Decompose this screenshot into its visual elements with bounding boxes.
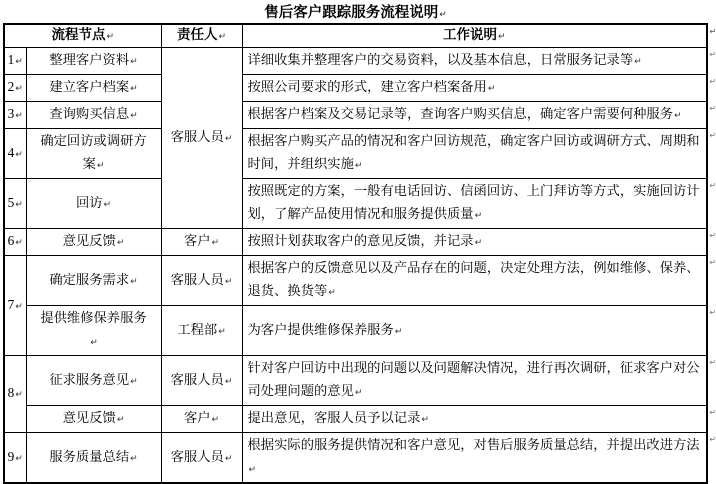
process-node-label: 建立客户档案 <box>49 79 130 94</box>
process-node-label: 意见反馈 <box>62 233 116 248</box>
process-node-cell[interactable] <box>26 75 161 102</box>
step-number: 8 <box>7 385 15 400</box>
owner-cell[interactable] <box>161 229 242 256</box>
process-table <box>3 23 716 484</box>
step-number: 6 <box>7 233 15 248</box>
table-row <box>4 306 707 356</box>
step-number-cell[interactable] <box>4 256 26 356</box>
owner-cell[interactable] <box>161 406 242 433</box>
description-text: 根据实际的服务提供情况和客户意见，对售后服务质量总结，并提出改进方法 <box>247 437 700 452</box>
row-end-mark-icon: ↵ <box>709 435 716 444</box>
owner-cell[interactable] <box>161 256 242 306</box>
process-node-cell[interactable] <box>26 356 161 406</box>
description-cell[interactable] <box>242 306 716 356</box>
owner-label: 客服人员 <box>170 371 224 387</box>
paragraph-mark-icon: ↵ <box>15 199 23 210</box>
description-text: 详细收集并整理客户的交易资料，以及基本信息，日常服务记录等 <box>247 52 634 67</box>
description-cell[interactable] <box>242 48 716 75</box>
step-number: 1 <box>7 52 15 67</box>
paragraph-mark-icon: ↵ <box>487 84 496 94</box>
paragraph-mark-icon: ↵ <box>116 415 125 425</box>
owner-cell[interactable] <box>161 48 242 229</box>
row-end-mark-icon: ↵ <box>709 308 716 317</box>
owner-label: 客服人员 <box>170 448 224 464</box>
step-number-cell[interactable] <box>4 48 26 75</box>
description-cell[interactable] <box>242 433 716 484</box>
paragraph-mark-icon: ↵ <box>224 453 233 464</box>
description-cell[interactable] <box>242 129 716 179</box>
table-row <box>4 433 707 484</box>
owner-label: 工程部 <box>177 321 218 337</box>
process-node-cell[interactable] <box>26 406 161 433</box>
process-node-cell[interactable] <box>26 129 161 179</box>
paragraph-mark-icon: ↵ <box>15 57 23 67</box>
process-node-label: 查询购买信息 <box>49 106 130 121</box>
header-label: 工作说明 <box>442 27 497 42</box>
paragraph-mark-icon: ↵ <box>15 111 23 121</box>
document-title[interactable]: 售后客户跟踪服务流程说明 <box>264 5 439 21</box>
paragraph-mark-icon: ↵ <box>354 388 363 398</box>
table-row <box>4 406 707 433</box>
description-cell[interactable] <box>242 256 716 306</box>
paragraph-mark-icon: ↵ <box>96 161 105 171</box>
row-end-mark-icon: ↵ <box>709 408 716 417</box>
owner-cell[interactable] <box>161 356 242 406</box>
step-number-cell[interactable] <box>4 75 26 102</box>
step-number-cell[interactable] <box>4 433 26 484</box>
paragraph-mark-icon: ↵ <box>224 376 233 387</box>
paragraph-mark-icon: ↵ <box>130 84 138 94</box>
paragraph-mark-icon: ↵ <box>15 453 23 464</box>
paragraph-mark-icon: ↵ <box>15 149 23 160</box>
process-node-cell[interactable] <box>26 229 161 256</box>
owner-label: 客服人员 <box>170 271 224 287</box>
paragraph-mark-icon: ↵ <box>248 465 257 475</box>
row-end-mark-icon: ↵ <box>709 77 716 86</box>
description-cell[interactable] <box>242 356 716 406</box>
table-row <box>4 75 707 102</box>
description-text: 根据客户档案及交易记录等，查询客户购买信息，确定客户需要何种服务 <box>247 106 674 121</box>
row-end-mark-icon: ↵ <box>709 358 716 367</box>
process-node-label: 回访 <box>75 194 103 210</box>
description-cell[interactable] <box>242 179 716 229</box>
paragraph-mark-icon: ↵ <box>354 161 363 171</box>
header-label: 流程节点 <box>51 27 106 42</box>
row-end-mark-icon: ↵ <box>709 131 716 140</box>
process-node-cell[interactable] <box>26 102 161 129</box>
process-node-label: 确定服务需求 <box>49 271 130 287</box>
table-row <box>4 229 707 256</box>
process-node-label: 服务质量总结 <box>49 448 130 464</box>
step-number: 7 <box>7 296 15 312</box>
paragraph-mark-icon: ↵ <box>218 32 227 42</box>
description-text: 根据客户的反馈意见以及产品存在的问题，决定处理方法，例如维修、保养、退货、换货等 <box>247 260 700 298</box>
step-number: 5 <box>7 194 15 210</box>
owner-label: 客户 <box>183 410 211 425</box>
process-node-label: 提供维修保养服务 <box>40 310 147 325</box>
table-header-row <box>4 24 707 48</box>
description-text: 针对客户回访中出现的问题以及问题解决情况，进行再次调研，征求客户对公司处理问题的意见 <box>247 360 700 398</box>
process-node-label: 意见反馈 <box>62 410 116 425</box>
paragraph-mark-icon: ↵ <box>15 390 23 400</box>
process-node-cell[interactable] <box>26 256 161 306</box>
row-end-mark-icon: ↵ <box>709 27 716 36</box>
owner-cell[interactable] <box>161 433 242 484</box>
process-node-label: 确定回访或调研方案 <box>40 133 147 171</box>
paragraph-mark-icon: ↵ <box>15 84 23 94</box>
table-row <box>4 48 707 75</box>
row-end-mark-icon: ↵ <box>709 258 716 267</box>
paragraph-mark-icon: ↵ <box>474 211 483 221</box>
process-node-cell[interactable] <box>26 306 161 356</box>
paragraph-mark-icon: ↵ <box>130 276 138 287</box>
paragraph-mark-icon: ↵ <box>211 415 220 425</box>
document-title-row <box>0 0 711 23</box>
owner-label: 客户 <box>183 233 211 248</box>
process-node-cell[interactable] <box>26 433 161 484</box>
header-cell-work-description[interactable] <box>242 24 716 48</box>
paragraph-mark-icon: ↵ <box>130 57 138 67</box>
paragraph-mark-icon: ↵ <box>90 338 98 348</box>
paragraph-mark-icon: ↵ <box>15 301 23 312</box>
paragraph-mark-icon: ↵ <box>218 326 226 337</box>
paragraph-mark-icon: ↵ <box>211 238 220 248</box>
paragraph-mark-icon: ↵ <box>130 453 138 464</box>
paragraph-mark-icon: ↵ <box>224 276 233 287</box>
description-text: 为客户提供维修保养服务 <box>247 321 394 337</box>
paragraph-mark-icon: ↵ <box>394 326 403 337</box>
process-node-cell[interactable] <box>26 48 161 75</box>
row-end-mark-icon: ↵ <box>709 50 716 59</box>
paragraph-mark-icon: ↵ <box>15 238 23 248</box>
paragraph-mark-icon: ↵ <box>130 376 138 387</box>
header-cell-owner[interactable] <box>161 24 242 48</box>
description-text: 按照公司要求的形式，建立客户档案备用 <box>247 79 487 94</box>
owner-cell[interactable] <box>161 306 242 356</box>
table-row <box>4 256 707 306</box>
header-label: 责任人 <box>176 27 218 42</box>
description-text: 按照计划获取客户的意见反馈，并记录 <box>247 233 474 248</box>
step-number-cell[interactable] <box>4 102 26 129</box>
paragraph-mark-icon: ↵ <box>106 32 115 42</box>
paragraph-mark-icon: ↵ <box>439 10 447 20</box>
step-number: 4 <box>7 144 15 160</box>
paragraph-mark-icon: ↵ <box>224 134 233 144</box>
process-node-label: 征求服务意见 <box>49 371 130 387</box>
description-cell[interactable] <box>242 229 716 256</box>
step-number-cell[interactable] <box>4 356 26 433</box>
paragraph-mark-icon: ↵ <box>474 238 483 248</box>
table-row <box>4 129 707 179</box>
description-text: 根据客户购买产品的情况和客户回访规范，确定客户回访或调研方式、周期和时间，并组织实施 <box>247 133 700 171</box>
table-row <box>4 179 707 229</box>
process-node-cell[interactable] <box>26 179 161 229</box>
description-cell[interactable] <box>242 406 716 433</box>
description-text: 提出意见，客服人员予以记录 <box>247 410 421 425</box>
step-number-cell[interactable] <box>4 179 26 229</box>
description-text: 按照既定的方案，一般有电话回访、信函回访、上门拜访等方式，实施回访计划，了解产品使用情况和服务提供质量 <box>247 183 700 221</box>
step-number-cell[interactable] <box>4 129 26 179</box>
paragraph-mark-icon: ↵ <box>421 415 429 425</box>
step-number: 3 <box>7 106 15 121</box>
paragraph-mark-icon: ↵ <box>634 57 642 67</box>
row-end-mark-icon: ↵ <box>709 231 716 240</box>
description-cell[interactable] <box>242 102 716 129</box>
paragraph-mark-icon: ↵ <box>674 111 682 121</box>
header-cell-process-node[interactable] <box>4 24 161 48</box>
step-number-cell[interactable] <box>4 229 26 256</box>
paragraph-mark-icon: ↵ <box>103 199 112 210</box>
paragraph-mark-icon: ↵ <box>497 32 506 42</box>
paragraph-mark-icon: ↵ <box>116 238 125 248</box>
description-cell[interactable] <box>242 75 716 102</box>
table-row <box>4 356 707 406</box>
row-end-mark-icon: ↵ <box>709 181 716 190</box>
step-number: 2 <box>7 79 15 94</box>
process-node-label: 整理客户资料 <box>49 52 130 67</box>
owner-label: 客服人员 <box>170 129 224 144</box>
row-end-mark-icon: ↵ <box>709 104 716 113</box>
step-number: 9 <box>7 448 15 464</box>
paragraph-mark-icon: ↵ <box>130 111 138 121</box>
paragraph-mark-icon: ↵ <box>328 288 336 298</box>
table-row <box>4 102 707 129</box>
